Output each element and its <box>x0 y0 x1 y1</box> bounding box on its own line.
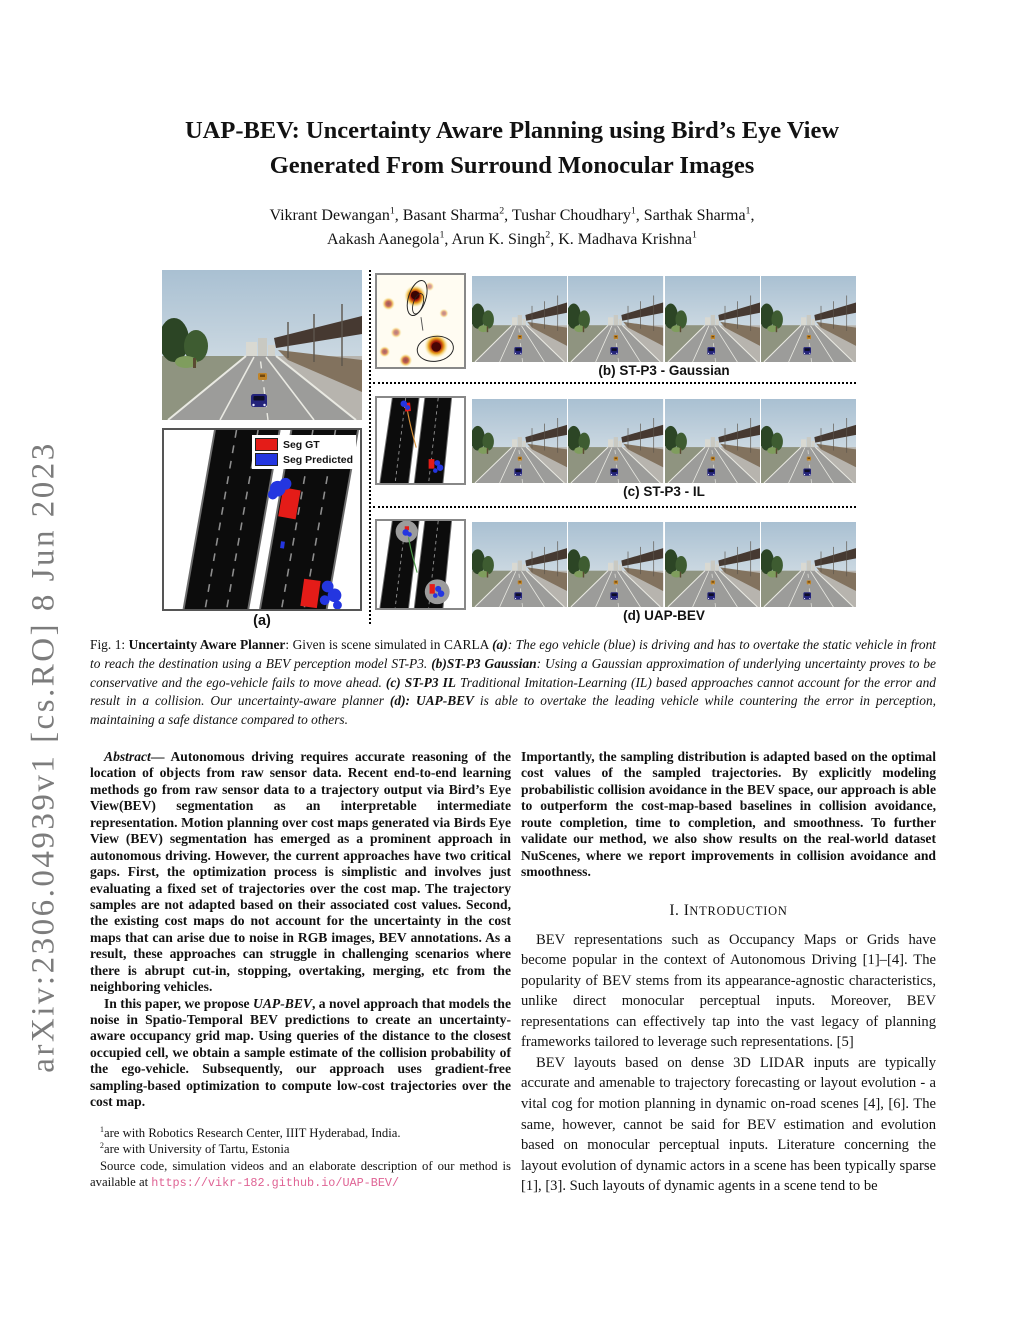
footnote-2-text: are with University of Tartu, Estonia <box>103 1142 290 1157</box>
footnotes <box>90 1125 511 1192</box>
gt-color-swatch <box>255 438 278 451</box>
road-frame-image <box>568 522 663 607</box>
road-frame-image <box>568 399 663 483</box>
uncertainty-heatmap-image <box>375 273 466 369</box>
bev-il-drawing <box>377 398 464 483</box>
road-frame-image <box>472 522 567 607</box>
road-frame-image <box>472 276 567 362</box>
footnote-aff-1 <box>90 1125 511 1142</box>
panel-a-label: (a) <box>253 613 271 629</box>
gt-label: Seg GT <box>282 438 320 451</box>
abstract-paragraph-1: Abstract— Autonomous driving requires accurate reasoning of the location of objects from raw sensor data. Recent end-to-end learning methods go from raw sensor data to a trajectory output via Bird’s Eye View(BEV) segmentation as an interpretable intermediate representation. Motion planning over cost maps generated via Birds Eye View (BEV) segmentation has emerged as a prominent approach in autonomous driving. However, the current approaches have two critical gaps. First, the optimization process is simplistic and involves just evaluating a fixed set of trajectories over the cost map. The trajectory samples are not adapted based on their associated cost values. Second, the existing cost maps do not account for the uncertainty in the cost maps that can arise due to noise in RGB images, BEV annotations. As a result, these approaches can struggle in challenging scenarios where there is abrupt cut-in, stopping, overtaking, merging, etc from the neighboring vehicles. <box>90 749 511 995</box>
footnote-2-marker: 2 <box>100 1140 104 1150</box>
arxiv-watermark: arXiv:2306.04939v1 [cs.RO] 8 Jun 2023 <box>25 441 62 1073</box>
right-column <box>521 749 936 1197</box>
abstract-paragraph-3: Importantly, the sampling distribution is adapted based on the optimal cost values of the sampled trajectories. By explicitly modeling probabilistic collision avoidance in the BEV space, our approach is able to outperform the cost-map-based baselines in collision avoidance, route completion, time to completion, and smoothness. To further validate our method, we also show results on the real-world dataset NuScenes, where we report improvements in collision avoidance and smoothness. <box>521 749 936 880</box>
frame-strip-d <box>472 522 856 607</box>
paper-title-line-1: UAP-BEV: Uncertainty Aware Planning using Bird’s Eye View <box>184 117 840 144</box>
authors-block <box>0 204 1024 254</box>
road-frame-image <box>761 276 856 362</box>
intro-paragraph-1: BEV representations such as Occupancy Maps or Grids have become popular in the context of Autonomous Driving [1]–[4]. The popularity of BEV stems from its appearance-agnostic characteristics, unlike direct monocular perceptual inputs. Moreover, BEV representations can effectively tap into the vast legacy of planning frameworks tailored to leverage such representations. [5] <box>521 931 936 1051</box>
paper-header <box>0 114 1024 253</box>
left-column <box>90 749 511 1191</box>
bev-uapbev-drawing <box>377 521 464 608</box>
dotted-separator-vertical <box>369 270 371 624</box>
intro-paragraph-2: BEV layouts based on dense 3D LIDAR inputs are typically accurate and amenable to trajectory forecasting or layout evolution - a vital cog for motion planning in dynamic on-road scenes [4], [6]. The same, however, cannot be said for BEV estimation and evolution based on monocular perceptual inputs. Literature concerning the layout evolution of dynamic actors in a scene has been typically sparse [1], [3]. Such layouts of dynamic agents in a scene tend to be <box>521 1054 936 1195</box>
heatmap-drawing <box>377 275 464 367</box>
camera-view-image <box>162 270 362 420</box>
authors-line-1: Vikrant Dewangan$^1$, Basant Sharma$^2$, Tushar Choudhary$^1$, Sarthak Sharma$^1$, <box>269 205 755 224</box>
panel-d-label: (d) UAP-BEV <box>623 608 705 623</box>
footnote-1-text: are with Robotics Research Center, IIIT Hyderabad, India. <box>103 1125 401 1140</box>
pred-color-swatch <box>255 453 278 466</box>
project-url-link[interactable]: https://vikr-182.github.io/UAP-BEV/ <box>151 1176 400 1191</box>
authors-line-2: Aakash Aanegola$^1$, Arun K. Singh$^2$, K. Madhava Krishna$^1$ <box>327 230 697 249</box>
paper-title-line-2: Generated From Surround Monocular Images <box>269 151 755 179</box>
figure-caption: Fig. 1: Uncertainty Aware Planner: Given is scene simulated in CARLA (a): The ego vehicle (blue) is driving and has to overtake the static vehicle in front to reach the destination using a BEV perception model ST-P3. (b)ST-P3 Gaussian: Using a Gaussian approximation of underlying uncertainty proves to be conservative and the ego-vehicle fails to move ahead. (c) ST-P3 IL Traditional Imitation-Learning (IL) based approaches cannot account for the error and result in a collision. Our uncertainty-aware planner (d): UAP-BEV is able to overtake the leading vehicle while countering the error in perception, maintaining a safe distance compared to others. <box>90 637 937 728</box>
road-frame-image <box>665 276 760 362</box>
panel-c-label: (c) ST-P3 - IL <box>623 484 705 499</box>
road-frame-image <box>665 399 760 483</box>
legend-row-gt <box>255 438 353 451</box>
figure-1 <box>160 270 856 628</box>
footnote-1-marker: 1 <box>100 1124 104 1134</box>
frame-strip-c <box>472 399 856 483</box>
road-frame-image <box>761 522 856 607</box>
legend-row-pred <box>255 453 353 466</box>
footnote-aff-2 <box>90 1141 511 1158</box>
road-frame-image <box>472 399 567 483</box>
bev-segmentation-image <box>162 428 362 611</box>
abstract-paragraph-2: In this paper, we propose UAP-BEV, a novel approach that models the noise in Spatio-Temporal BEV predictions to create an uncertainty-aware occupancy grid map. Using queries of the distance to the closest occupied cell, we obtain a sample estimate of the collision probability of the ego-vehicle. Subsequently, our approach uses gradient-free sampling-based optimization to compute low-cost trajectories over the cost map. <box>90 995 511 1110</box>
bev-uapbev-image <box>375 519 466 610</box>
seg-legend <box>252 435 356 469</box>
panel-b-label: (b) ST-P3 - Gaussian <box>598 363 730 378</box>
introduction-heading: I. INTRODUCTION <box>669 901 788 919</box>
footnote-source-text: Source code, simulation videos and an elaborate description of our method is available at <box>90 1158 511 1190</box>
frame-strip-b <box>472 276 856 362</box>
bev-il-image <box>375 396 466 485</box>
road-frame-image <box>568 276 663 362</box>
pred-label: Seg Predicted <box>282 453 353 466</box>
dotted-separator-horizontal <box>373 506 856 508</box>
dotted-separator-horizontal <box>373 382 856 384</box>
road-frame-image <box>665 522 760 607</box>
road-frame-image <box>761 399 856 483</box>
footnote-source <box>90 1158 511 1192</box>
